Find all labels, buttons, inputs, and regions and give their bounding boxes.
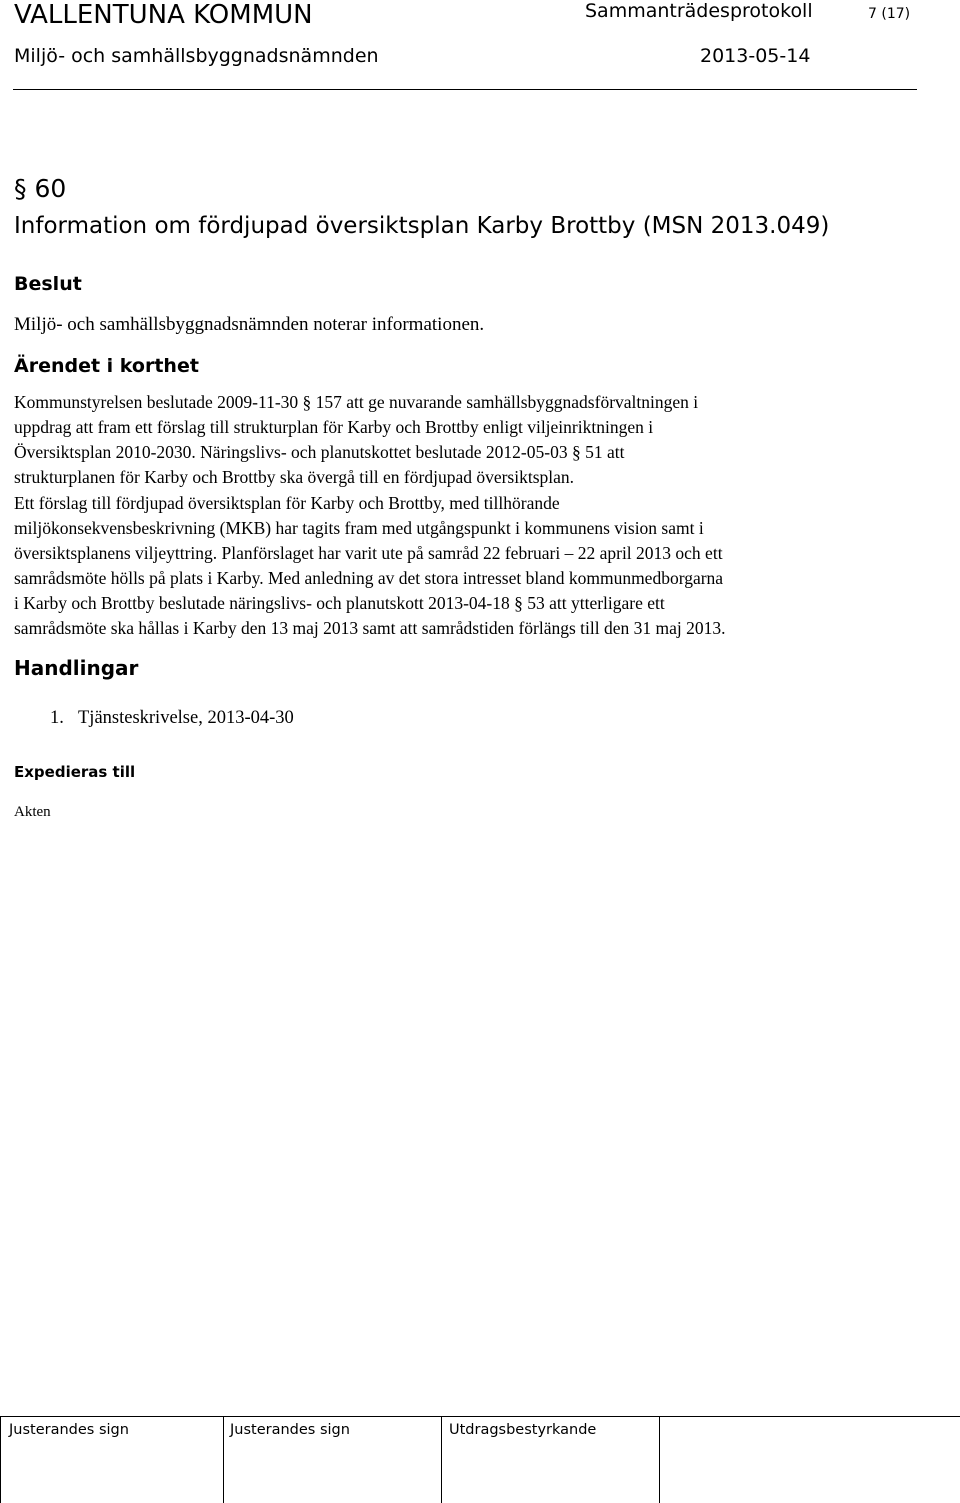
signature-label: Justerandes sign <box>9 1422 129 1438</box>
paragraph-number: § 60 <box>14 174 67 203</box>
text-line: Kommunstyrelsen beslutade 2009-11-30 § 157 att ge nuvarande samhällsbyggnadsförvaltningen i <box>14 392 699 412</box>
list-item-text: Tjänsteskrivelse, 2013-04-30 <box>78 708 294 728</box>
meeting-date: 2013-05-14 <box>700 45 811 67</box>
arendet-heading: Ärendet i korthet <box>14 355 199 377</box>
organization-name: VALLENTUNA KOMMUN <box>14 0 313 30</box>
signature-label: Utdragsbestyrkande <box>449 1422 597 1438</box>
signature-table <box>0 1416 960 1503</box>
text-line: strukturplanen för Karby och Brottby ska övergå till en fördjupad översiktsplan. <box>14 467 575 487</box>
signature-label: Justerandes sign <box>230 1422 350 1438</box>
text-line: uppdrag att fram ett förslag till strukturplan för Karby och Brottby enligt viljeinriktningen i <box>14 417 654 437</box>
text-line: Översiktsplan 2010-2030. Näringslivs- och planutskottet beslutade 2012-05-03 § 51 att <box>14 442 625 462</box>
header-divider <box>13 89 917 90</box>
text-line: i Karby och Brottby beslutade näringslivs- och planutskott 2013-04-18 § 53 att ytterligare ett <box>14 593 665 613</box>
list-item <box>50 708 294 729</box>
committee-name: Miljö- och samhällsbyggnadsnämnden <box>14 45 379 67</box>
expedieras-heading: Expedieras till <box>14 763 136 781</box>
arendet-paragraph-1 <box>14 390 698 490</box>
text-line: översiktsplanens viljeyttring. Planförslaget har varit ute på samråd 22 februari – 22 april 2013 och ett <box>14 543 723 563</box>
arendet-paragraph-2 <box>14 491 726 641</box>
text-line: samrådsmöte hölls på plats i Karby. Med anledning av det stora intresset bland kommunmedborgarna <box>14 568 724 588</box>
list-item-number: 1. <box>50 708 64 728</box>
text-line: samrådsmöte ska hållas i Karby den 13 maj 2013 samt att samrådstiden förlängs till den 31 maj 2013. <box>14 618 726 638</box>
expedieras-recipient: Akten <box>14 804 51 820</box>
signature-cell-2 <box>222 1417 442 1503</box>
paragraph-title: Information om fördjupad översiktsplan Karby Brottby (MSN 2013.049) <box>14 213 830 239</box>
text-line: Ett förslag till fördjupad översiktsplan för Karby och Brottby, med tillhörande <box>14 493 560 513</box>
signature-cell-1 <box>0 1417 224 1503</box>
text-line: miljökonsekvensbeskrivning (MKB) har tagits fram med utgångspunkt i kommunens vision samt i <box>14 518 704 538</box>
beslut-heading: Beslut <box>14 273 82 295</box>
handlingar-heading: Handlingar <box>14 656 139 680</box>
beslut-text: Miljö- och samhällsbyggnadsnämnden noterar informationen. <box>14 314 485 335</box>
signature-cell-3 <box>441 1417 660 1503</box>
document-type: Sammanträdesprotokoll <box>585 0 813 22</box>
page-number: 7 (17) <box>868 6 911 22</box>
